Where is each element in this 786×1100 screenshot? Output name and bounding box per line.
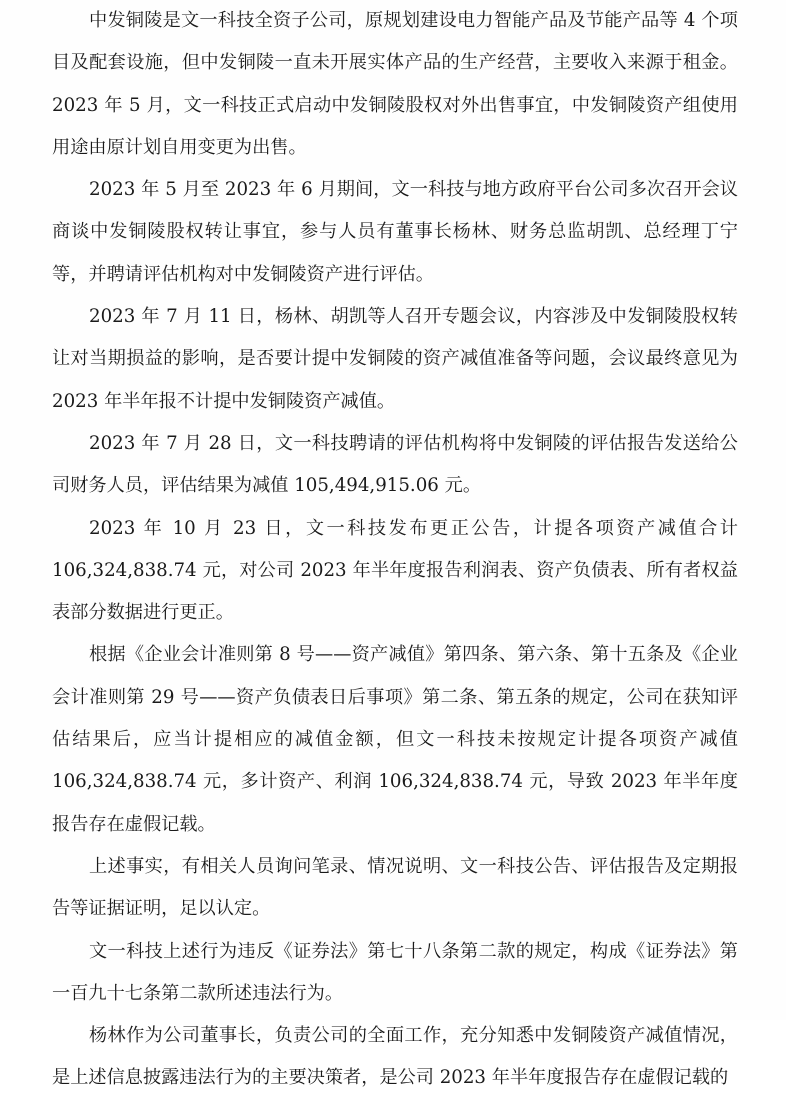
paragraph-4: 2023 年 7 月 28 日，文一科技聘请的评估机构将中发铜陵的评估报告发送给公司财务人员，评估结果为减值 105,494,915.06 元。: [52, 432, 738, 497]
document-text-body: [52, 0, 738, 1100]
paragraph-9: 杨林作为公司董事长，负责公司的全面工作，充分知悉中发铜陵资产减值情况，是上述信息披露违法行为的主要决策者，是公司 2023 年半年度报告存在虚假记载的: [52, 1025, 738, 1089]
paragraph-5: 2023 年 10 月 23 日，文一科技发布更正公告，计提各项资产减值合计 106,324,838.74 元，对公司 2023 年半年度报告利润表、资产负债表、所有者权益表部分数据进行更正。: [52, 517, 738, 624]
paragraph-3: 2023 年 7 月 11 日，杨林、胡凯等人召开专题会议，内容涉及中发铜陵股权转让对当期损益的影响，是否要计提中发铜陵的资产减值准备等问题，会议最终意见为 2023 年半年报不计提中发铜陵资产减值。: [52, 306, 738, 412]
paragraph-1: 中发铜陵是文一科技全资子公司，原规划建设电力智能产品及节能产品等 4 个项目及配套设施，但中发铜陵一直未开展实体产品的生产经营，主要收入来源于租金。2023 年 5 月，文一科技正式启动中发铜陵股权对外出售事宜，中发铜陵资产组使用用途由原计划自用变更为出售。: [52, 10, 738, 158]
paragraph-6: 根据《企业会计准则第 8 号——资产减值》第四条、第六条、第十五条及《企业会计准则第 29 号——资产负债表日后事项》第二条、第五条的规定，公司在获知评估结果后，应当计提相应的减值金额，但文一科技未按规定计提各项资产减值 106,324,838.74 元，多计资产、利润 106,324,838.74 元，导致 2023 年半年度报告存在虚假记载。: [52, 644, 738, 835]
paragraph-2: 2023 年 5 月至 2023 年 6 月期间，文一科技与地方政府平台公司多次召开会议商谈中发铜陵股权转让事宜，参与人员有董事长杨林、财务总监胡凯、总经理丁宁等，并聘请评估机构对中发铜陵资产进行评估。: [52, 179, 738, 285]
paragraph-8: 文一科技上述行为违反《证券法》第七十八条第二款的规定，构成《证券法》第一百九十七条第二款所述违法行为。: [52, 940, 738, 1004]
paragraph-7: 上述事实，有相关人员询问笔录、情况说明、文一科技公告、评估报告及定期报告等证据证明，足以认定。: [52, 855, 738, 920]
